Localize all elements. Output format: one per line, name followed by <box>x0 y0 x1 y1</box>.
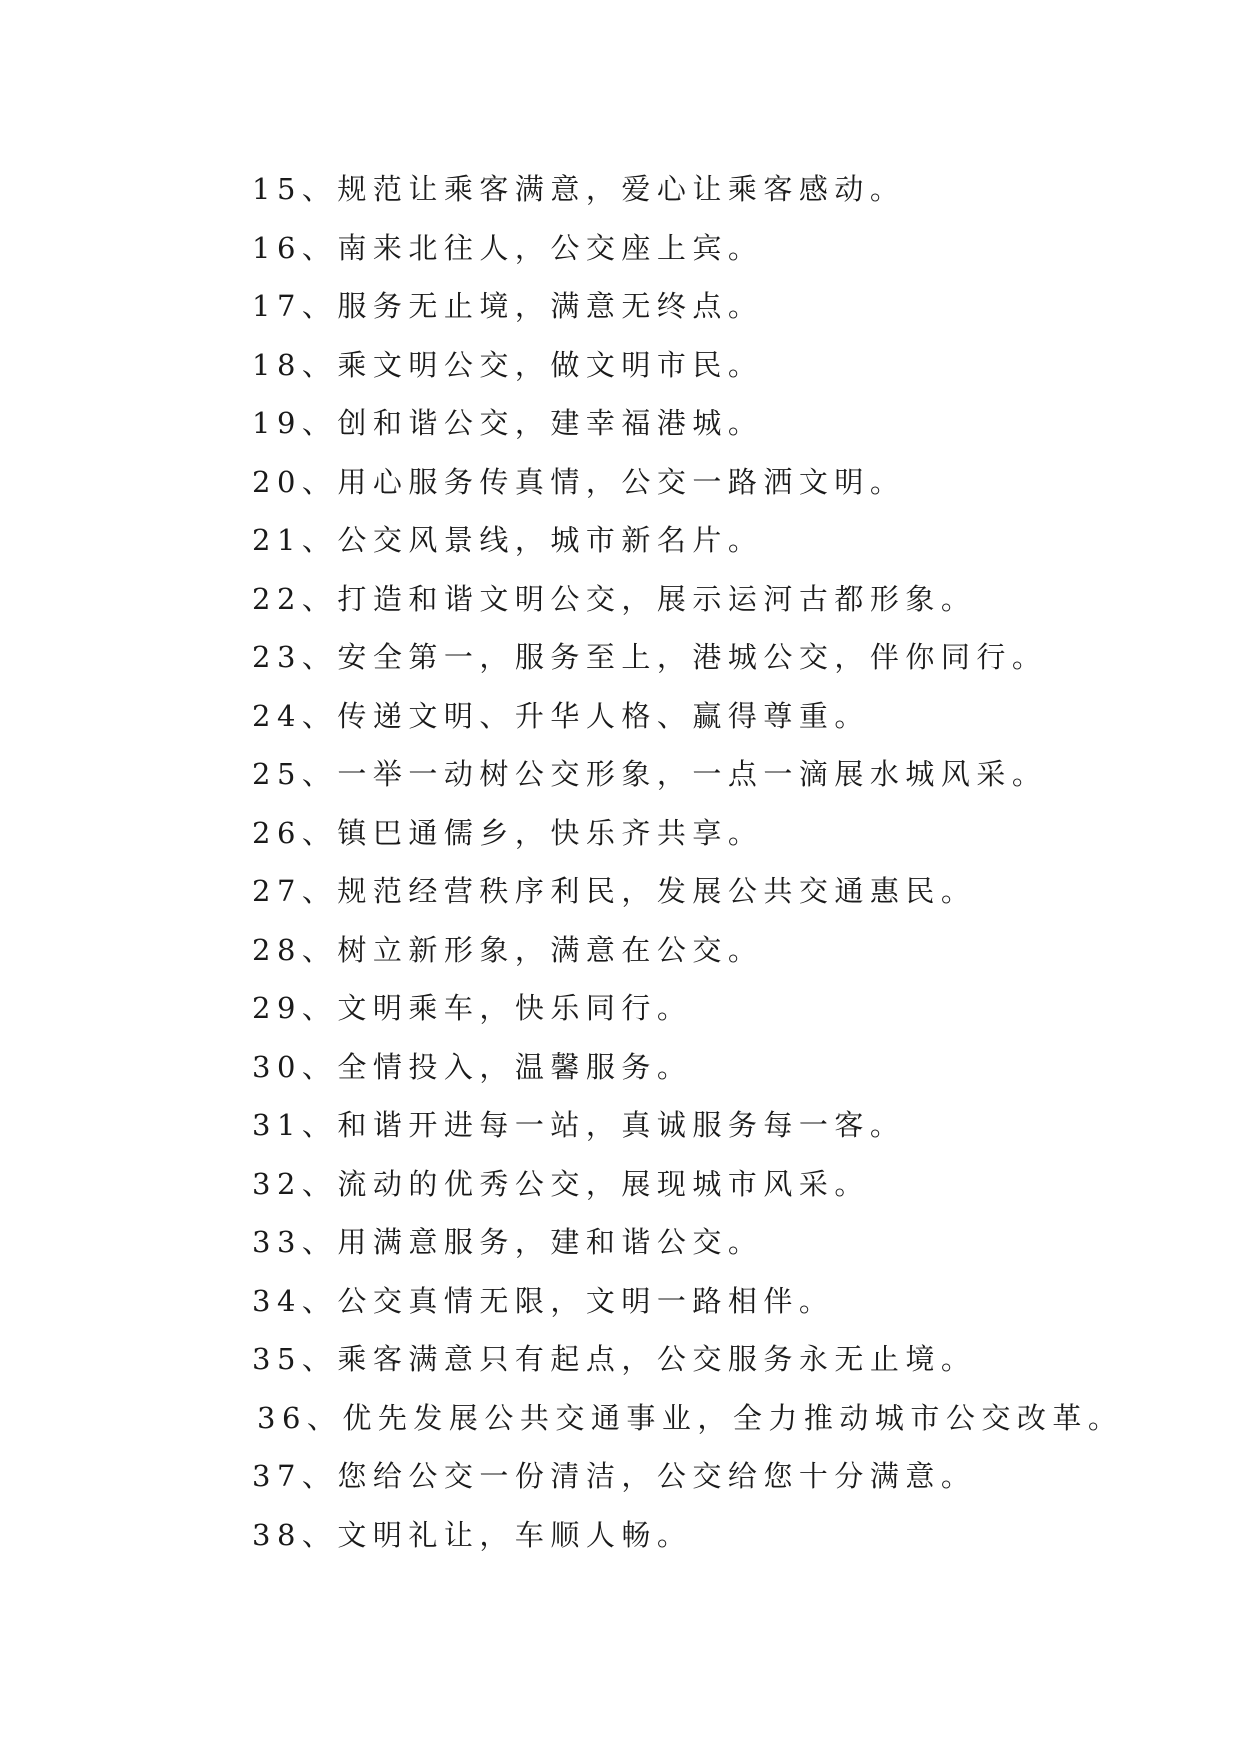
slogan-item: 30、全情投入，温馨服务。 <box>252 1049 693 1084</box>
slogan-item: 37、您给公交一份清洁，公交给您十分满意。 <box>252 1459 977 1493</box>
slogan-item: 17、服务无止境，满意无终点。 <box>252 289 764 323</box>
slogan-item: 33、用满意服务，建和谐公交。 <box>252 1225 764 1259</box>
slogan-item: 16、南来北往人，公交座上宾。 <box>252 230 764 265</box>
slogan-item: 19、创和谐公交，建幸福港城。 <box>252 406 764 440</box>
slogan-item: 21、公交风景线，城市新名片。 <box>252 523 764 557</box>
slogan-item: 24、传递文明、升华人格、赢得尊重。 <box>252 698 870 733</box>
slogan-item: 15、规范让乘客满意，爱心让乘客感动。 <box>252 172 906 206</box>
slogan-item: 31、和谐开进每一站，真诚服务每一客。 <box>252 1108 906 1142</box>
slogan-item: 28、树立新形象，满意在公交。 <box>252 932 764 967</box>
slogan-item: 18、乘文明公交，做文明市民。 <box>252 347 764 382</box>
slogan-item: 22、打造和谐文明公交，展示运河古都形象。 <box>252 581 977 616</box>
slogan-item: 35、乘客满意只有起点，公交服务永无止境。 <box>252 1342 977 1376</box>
slogan-item: 32、流动的优秀公交，展现城市风采。 <box>252 1166 870 1201</box>
slogan-item: 38、文明礼让，车顺人畅。 <box>252 1517 693 1552</box>
slogan-item: 20、用心服务传真情，公交一路洒文明。 <box>252 464 906 499</box>
slogan-item: 36、优先发展公共交通事业，全力推动城市公交改革。 <box>257 1400 1124 1435</box>
slogan-item: 26、镇巴通儒乡，快乐齐共享。 <box>252 815 764 850</box>
slogan-item: 25、一举一动树公交形象，一点一滴展水城风采。 <box>252 757 1048 791</box>
slogan-item: 27、规范经营秩序利民，发展公共交通惠民。 <box>252 874 977 908</box>
slogan-item: 34、公交真情无限，文明一路相伴。 <box>252 1283 835 1318</box>
slogan-item: 23、安全第一，服务至上，港城公交，伴你同行。 <box>252 640 1048 674</box>
slogan-list <box>252 160 1123 1564</box>
slogan-item: 29、文明乘车，快乐同行。 <box>252 991 693 1025</box>
